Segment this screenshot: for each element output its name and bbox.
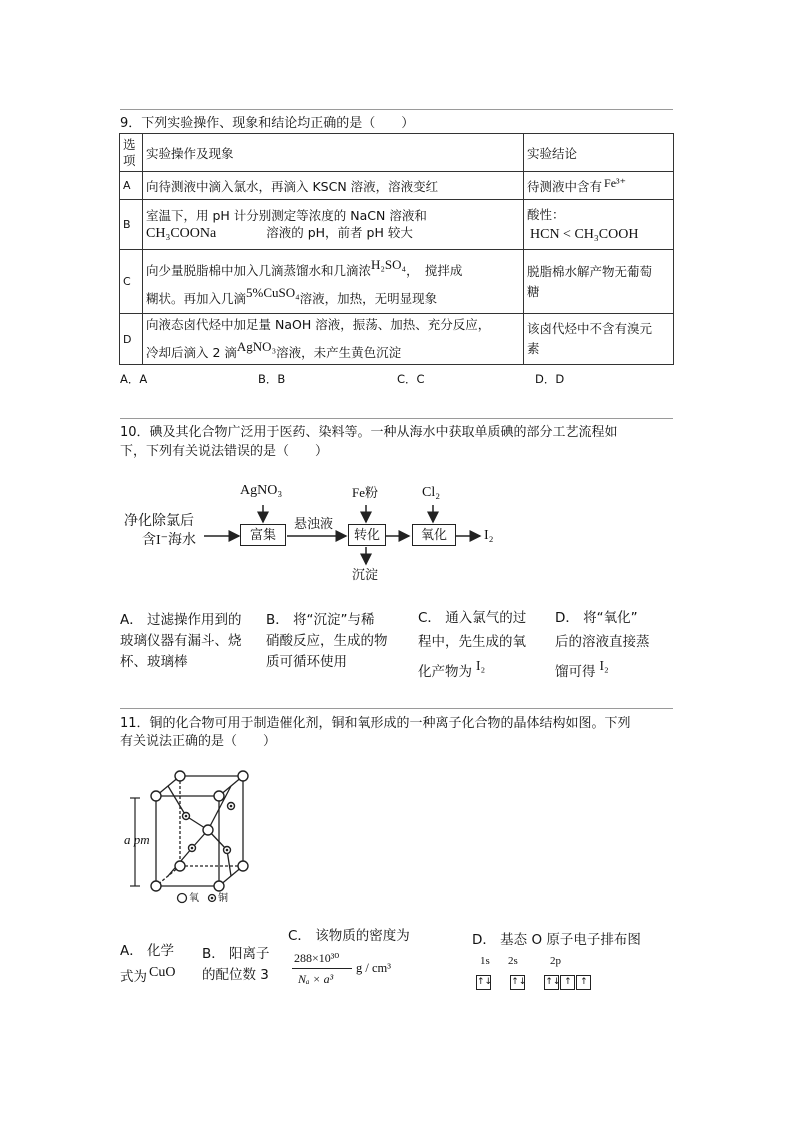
q9-header-option: 选项 — [120, 134, 143, 172]
q10-choice-b[interactable]: B． 将“沉淀”与稀 硝酸反应，生成的物 质可循环使用 — [266, 612, 388, 670]
density-denominator: Nₐ × a³ — [298, 972, 334, 986]
q11-choice-a[interactable]: A． 化学 式为 CuO — [120, 943, 176, 985]
orbital-box: ↑↓ — [544, 975, 559, 990]
flow-box-enrich: 富集 — [240, 524, 286, 546]
q9-table — [119, 133, 674, 365]
q9-choice-a[interactable]: A．A — [120, 372, 148, 386]
q9-stem: 9．下列实验操作、现象和结论均正确的是（ ） — [120, 116, 415, 131]
q11-choice-c[interactable]: C． 该物质的密度为 288×10³⁰ Nₐ × a³ g / cm³ — [288, 928, 410, 986]
row-key: B — [120, 200, 143, 250]
q10-top-rule — [120, 418, 673, 419]
row-conclusion: 该卤代烃中不含有溴元 素 — [524, 314, 674, 365]
flow-product-i2: I₂ — [484, 528, 494, 543]
flow-label-suspension: 悬浊液 — [294, 516, 334, 531]
orbital-label-2s: 2s — [508, 955, 518, 967]
q9-top-rule — [120, 109, 673, 110]
flow-reagent-fe: Fe粉 — [352, 485, 379, 500]
fraction-bar — [292, 968, 352, 969]
row-operation: 向待测液中滴入氯水，再滴入 KSCN 溶液，溶液变红 — [143, 172, 524, 200]
flow-source-line1: 净化除氯后 — [124, 514, 194, 529]
table-row — [120, 314, 674, 365]
orbital-diagram — [476, 969, 592, 990]
q9-choice-d[interactable]: D．D — [535, 372, 565, 386]
legend-copper: 铜 — [218, 893, 228, 904]
q10-flow-diagram — [120, 480, 500, 590]
flow-reagent-cl2: Cl₂ — [422, 485, 441, 500]
formula: I₂ — [476, 658, 486, 673]
density-unit: g / cm³ — [356, 961, 391, 975]
density-numerator: 288×10³⁰ — [294, 951, 340, 965]
row-key: D — [120, 314, 143, 365]
formula: HCN < CH₃COOH — [530, 226, 639, 242]
row-operation: 向少量脱脂棉中加入几滴蒸馏水和几滴浓H₂SO₄， 搅拌成 糊状。再加入几滴5%CuSO₄溶液，加热，无明显现象 — [143, 250, 524, 314]
edge-label: a pm — [124, 832, 150, 847]
q10-stem-line2: 下，下列有关说法错误的是（ ） — [120, 444, 329, 459]
q10-choice-d[interactable]: D． 将“氧化” 后的溶液直接蒸 馏可得 I₂ — [555, 610, 650, 680]
formula: I₂ — [599, 658, 609, 673]
row-conclusion: 酸性： HCN < CH₃COOH — [524, 200, 674, 250]
q11-stem-line2: 有关说法正确的是（ ） — [120, 734, 277, 749]
table-row — [120, 250, 674, 314]
formula: AgNO₃ — [236, 339, 277, 354]
q10-stem-line1: 10．碘及其化合物广泛用于医药、染料等。一种从海水中获取单质碘的部分工艺流程如 — [120, 425, 618, 440]
q11-choice-b[interactable]: B． 阳离子 的配位数 3 — [202, 946, 270, 983]
formula: 5%CuSO₄ — [246, 284, 300, 300]
row-operation: 向液态卤代烃中加足量 NaOH 溶液，振荡、加热、充分反应， 冷却后滴入 2 滴AgNO₃溶液，未产生黄色沉淀 — [143, 314, 524, 365]
orbital-label-2p: 2p — [550, 955, 561, 967]
formula: Fe³⁺ — [604, 176, 626, 190]
flow-byproduct: 沉淀 — [352, 567, 379, 582]
q10-choice-a[interactable]: A． 过滤操作用到的 玻璃仪器有漏斗、烧 杯、玻璃棒 — [120, 612, 242, 670]
q11-stem-line1: 11．铜的化合物可用于制造催化剂，铜和氧形成的一种离子化合物的晶体结构如图。下列 — [120, 716, 631, 731]
q10-choice-c[interactable]: C． 通入氯气的过 程中，先生成的氧 化产物为 I₂ — [418, 610, 527, 680]
flow-source-line2: 含I⁻海水 — [142, 533, 197, 548]
row-key: C — [120, 250, 143, 314]
row-key: A — [120, 172, 143, 200]
flow-box-convert: 转化 — [348, 524, 386, 546]
q9-choice-b[interactable]: B．B — [258, 372, 286, 386]
flow-box-oxidize: 氧化 — [412, 524, 456, 546]
row-conclusion: 脱脂棉水解产物无葡萄 糖 — [524, 250, 674, 314]
q11-choice-d[interactable]: D． 基态 O 原子电子排布图 1s 2s 2p ↑↓ ↑↓ ↑↓ ↑ ↑ — [472, 932, 672, 992]
table-row — [120, 172, 674, 200]
orbital-box: ↑↓ — [476, 975, 491, 990]
formula: CuO — [149, 965, 176, 980]
q11-top-rule — [120, 708, 673, 709]
orbital-box: ↑↓ — [510, 975, 525, 990]
formula: CH₃COONa — [146, 226, 217, 241]
row-operation: 室温下，用 pH 计分别测定等浓度的 NaCN 溶液和 CH₃COONa 溶液的 pH，前者 pH 较大 — [143, 200, 524, 250]
q11-crystal-figure — [120, 762, 290, 912]
flow-reagent-agno3: AgNO₃ — [240, 483, 283, 498]
orbital-label-1s: 1s — [480, 955, 490, 967]
orbital-box: ↑ — [560, 975, 575, 990]
formula: H₂SO₄ — [371, 256, 407, 272]
row-conclusion: 待测液中含有 Fe³⁺ — [524, 172, 674, 200]
legend-oxygen: 氧 — [189, 893, 199, 904]
orbital-box: ↑ — [576, 975, 591, 990]
q9-choice-c[interactable]: C．C — [397, 372, 425, 386]
q9-header-conclusion: 实验结论 — [524, 134, 674, 172]
table-row — [120, 200, 674, 250]
q9-header-operation: 实验操作及现象 — [143, 134, 524, 172]
